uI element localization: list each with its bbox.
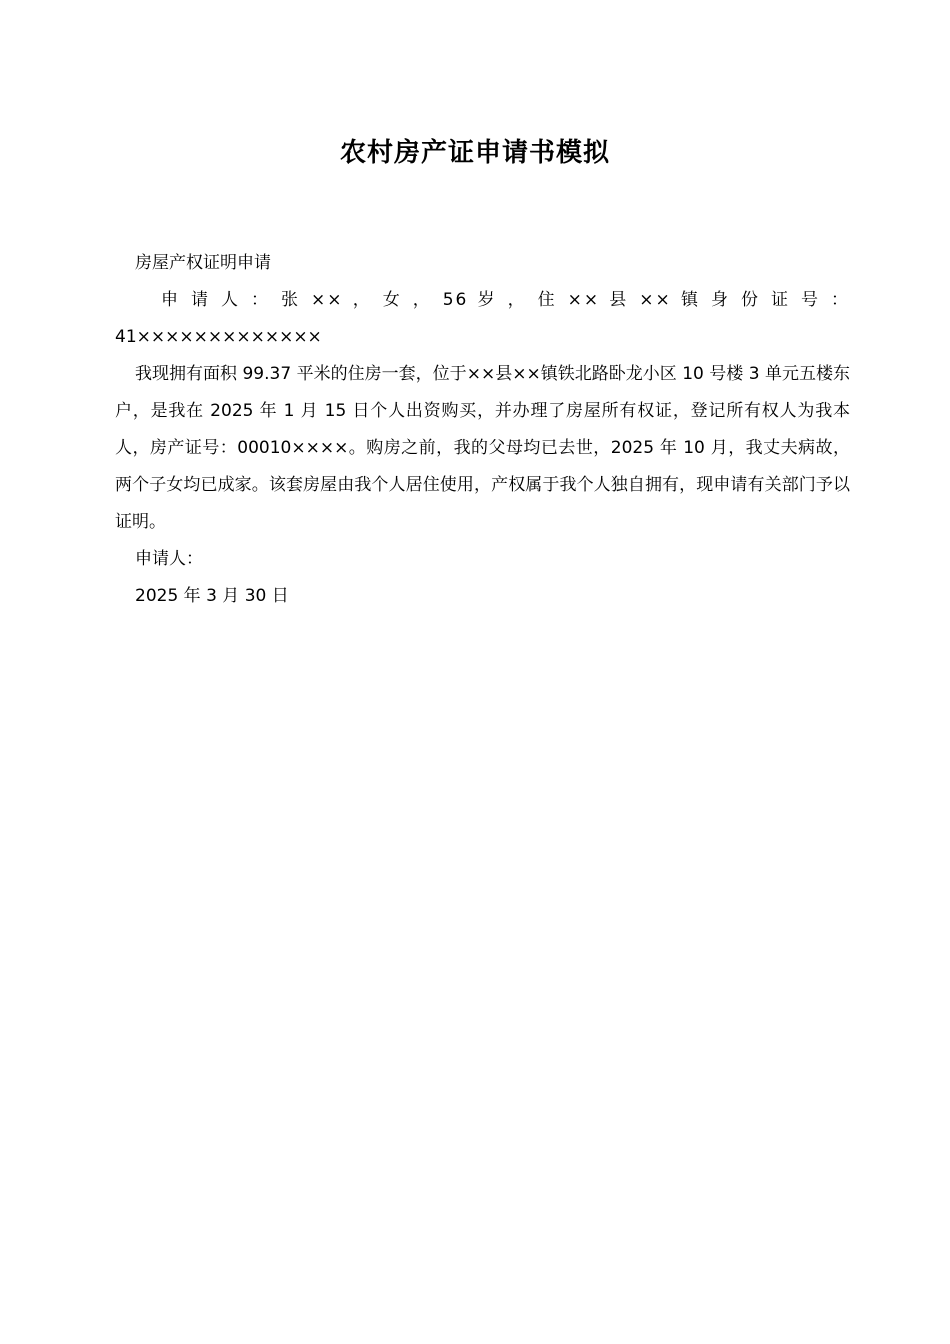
document-body: [115, 245, 850, 615]
application-date: 2025 年 3 月 30 日: [135, 586, 289, 606]
id-number-line: 41×××××××××××××: [115, 327, 322, 347]
signature-label: 申请人：: [135, 549, 203, 569]
applicant-info-line: 申 请 人 ： 张 ×× ， 女 ， 56 岁 ， 住 ×× 县 ×× 镇 身 份 证 号 ：: [161, 290, 850, 310]
document-heading: 房屋产权证明申请: [135, 253, 271, 273]
document-title: 农村房产证申请书模拟: [339, 138, 610, 168]
statement-paragraph: 我现拥有面积 99.37 平米的住房一套，位于××县××镇铁北路卧龙小区 10 号楼 3 单元五楼东户，是我在 2025 年 1 月 15 日个人出资购买，并办理了房屋所有权证，登记所有权人为我本人，房产证号：00010××××。购房之前，我的父母均已去世，2025 年 10 月，我丈夫病故，两个子女均已成家。该套房屋由我个人居住使用，产权属于我个人独自拥有，现申请有关部门予以证明。: [115, 364, 850, 532]
